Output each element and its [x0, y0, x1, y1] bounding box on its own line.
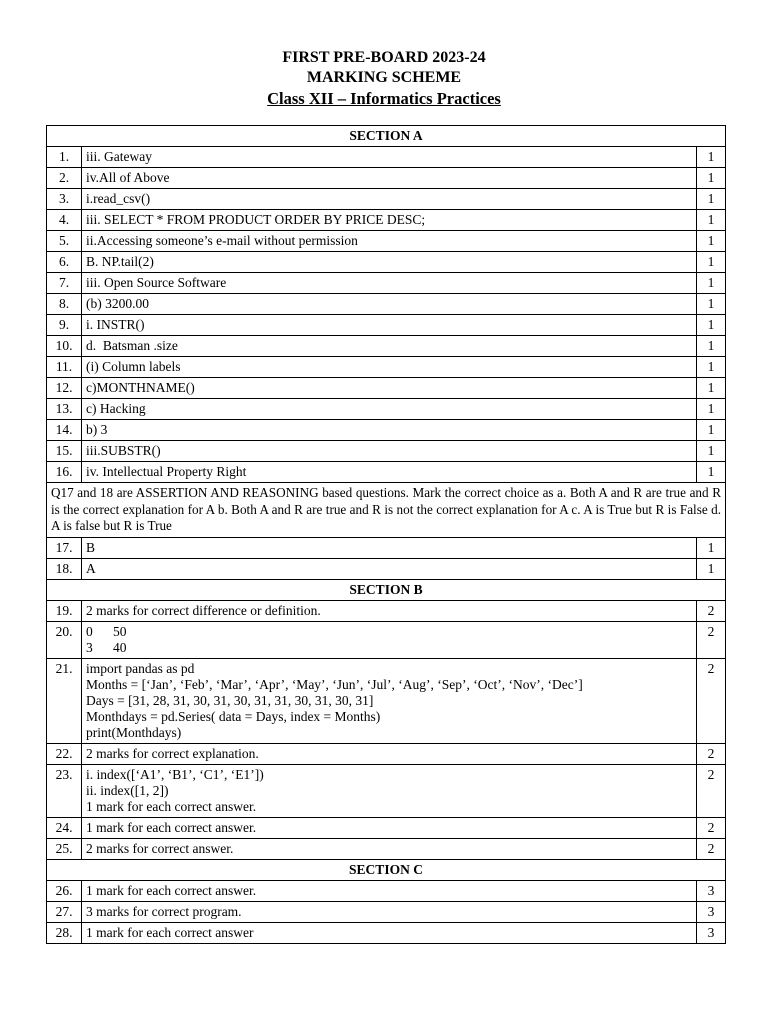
question-number: 18.: [47, 558, 82, 579]
marks-cell: 1: [697, 462, 726, 483]
table-row: [47, 399, 726, 420]
answer-line: 0 50: [86, 623, 127, 639]
answer-cell: [82, 399, 697, 420]
marks-cell: 2: [697, 817, 726, 838]
marks-cell: 1: [697, 558, 726, 579]
section-title: SECTION A: [47, 126, 726, 147]
answer-cell: [82, 537, 697, 558]
answer-line: import pandas as pd: [86, 660, 195, 676]
question-number: 11.: [47, 357, 82, 378]
question-number: 25.: [47, 838, 82, 859]
question-number: 5.: [47, 231, 82, 252]
answer-line: print(Monthdays): [86, 724, 182, 740]
question-number: 28.: [47, 922, 82, 943]
question-number: 15.: [47, 441, 82, 462]
marks-cell: 1: [697, 336, 726, 357]
answer-cell: [82, 231, 697, 252]
question-number: 6.: [47, 252, 82, 273]
answer-cell: [82, 743, 697, 764]
marks-cell: 1: [697, 252, 726, 273]
question-number: 12.: [47, 378, 82, 399]
answer-cell: [82, 441, 697, 462]
answer-cell: [82, 817, 697, 838]
answer-cell: [82, 189, 697, 210]
answer-line: B: [86, 539, 96, 555]
answer-cell: [82, 210, 697, 231]
answer-line: 3 marks for correct program.: [86, 903, 242, 919]
table-row: [47, 817, 726, 838]
question-number: 10.: [47, 336, 82, 357]
answer-line: ii.Accessing someone’s e-mail without permission: [86, 233, 358, 248]
question-number: 26.: [47, 880, 82, 901]
table-row: [47, 621, 726, 658]
marking-scheme-table: [46, 125, 726, 944]
answer-cell: [82, 252, 697, 273]
marks-cell: 1: [697, 441, 726, 462]
section-header-row: [47, 579, 726, 600]
table-row: [47, 764, 726, 817]
instruction-row: [47, 483, 726, 538]
answer-cell: [82, 600, 697, 621]
table-row: [47, 168, 726, 189]
answer-line: (i) Column labels: [86, 359, 181, 374]
question-number: 4.: [47, 210, 82, 231]
question-number: 8.: [47, 294, 82, 315]
answer-line: 3 40: [86, 639, 127, 655]
answer-line: iv. Intellectual Property Right: [86, 464, 247, 479]
table-row: [47, 420, 726, 441]
answer-cell: [82, 315, 697, 336]
table-row: [47, 147, 726, 168]
marks-cell: 1: [697, 231, 726, 252]
marks-cell: 2: [697, 600, 726, 621]
marks-cell: 2: [697, 621, 726, 658]
answer-cell: [82, 922, 697, 943]
marks-cell: 1: [697, 147, 726, 168]
answer-line: (b) 3200.00: [86, 296, 149, 311]
marks-cell: 1: [697, 420, 726, 441]
marks-cell: 2: [697, 838, 726, 859]
answer-line: 2 marks for correct explanation.: [86, 745, 259, 761]
table-row: [47, 252, 726, 273]
answer-line: 1 mark for each correct answer.: [86, 882, 257, 898]
answer-line: 1 mark for each correct answer.: [86, 798, 257, 814]
marks-cell: 1: [697, 168, 726, 189]
marks-cell: 2: [697, 764, 726, 817]
answer-line: B. NP.tail(2): [86, 254, 154, 269]
table-row: [47, 922, 726, 943]
answer-line: iii. SELECT * FROM PRODUCT ORDER BY PRICE DESC;: [86, 212, 426, 227]
answer-line: 2 marks for correct answer.: [86, 840, 234, 856]
marks-cell: 1: [697, 315, 726, 336]
question-number: 7.: [47, 273, 82, 294]
section-header-row: [47, 859, 726, 880]
answer-cell: [82, 901, 697, 922]
answer-cell: [82, 336, 697, 357]
question-number: 27.: [47, 901, 82, 922]
answer-cell: [82, 378, 697, 399]
question-number: 14.: [47, 420, 82, 441]
answer-line: 1 mark for each correct answer.: [86, 819, 257, 835]
marks-cell: 1: [697, 294, 726, 315]
marks-cell: 1: [697, 378, 726, 399]
answer-cell: [82, 273, 697, 294]
answer-cell: [82, 880, 697, 901]
answer-line: iii. Gateway: [86, 149, 152, 164]
answer-line: 1 mark for each correct answer: [86, 924, 254, 940]
question-number: 17.: [47, 537, 82, 558]
answer-cell: [82, 168, 697, 189]
marks-cell: 1: [697, 357, 726, 378]
table-row: [47, 273, 726, 294]
marks-cell: 2: [697, 743, 726, 764]
question-number: 1.: [47, 147, 82, 168]
answer-line: i. INSTR(): [86, 317, 145, 332]
answer-cell: [82, 462, 697, 483]
section-title: SECTION C: [47, 859, 726, 880]
table-row: [47, 537, 726, 558]
answer-line: i. index([‘A1’, ‘B1’, ‘C1’, ‘E1’]): [86, 766, 264, 782]
table-row: [47, 378, 726, 399]
answer-line: c)MONTHNAME(): [86, 380, 195, 395]
marks-cell: 3: [697, 901, 726, 922]
question-number: 21.: [47, 658, 82, 743]
table-row: [47, 189, 726, 210]
table-row: [47, 558, 726, 579]
assertion-reasoning-note: Q17 and 18 are ASSERTION AND REASONING based questions. Mark the correct choice as a. Both A and R are true and R is the correct explanation for A b. Both A and R are true and R is not the correct explanation for A c. A is True but R is False d. A is false but R is True: [47, 483, 726, 538]
answer-line: iv.All of Above: [86, 170, 170, 185]
question-number: 20.: [47, 621, 82, 658]
answer-line: A: [86, 560, 96, 576]
marks-cell: 1: [697, 399, 726, 420]
answer-cell: [82, 621, 697, 658]
table-row: [47, 743, 726, 764]
answer-line: c) Hacking: [86, 401, 146, 416]
answer-line: Monthdays = pd.Series( data = Days, index = Months): [86, 708, 381, 724]
table-row: [47, 441, 726, 462]
table-row: [47, 880, 726, 901]
question-number: 3.: [47, 189, 82, 210]
question-number: 23.: [47, 764, 82, 817]
answer-line: iii.SUBSTR(): [86, 443, 161, 458]
answer-cell: [82, 658, 697, 743]
answer-line: ii. index([1, 2]): [86, 782, 169, 798]
answer-line: b) 3: [86, 422, 108, 437]
question-number: 16.: [47, 462, 82, 483]
table-row: [47, 357, 726, 378]
document-subtitle: MARKING SCHEME: [306, 69, 462, 86]
answer-cell: [82, 357, 697, 378]
answer-line: Months = [‘Jan’, ‘Feb’, ‘Mar’, ‘Apr’, ‘May’, ‘Jun’, ‘Jul’, ‘Aug’, ‘Sep’, ‘Oct’, ‘Nov’, ‘Dec’]: [86, 676, 583, 692]
section-title: SECTION B: [47, 579, 726, 600]
section-header-row: [47, 126, 726, 147]
answer-cell: [82, 558, 697, 579]
question-number: 2.: [47, 168, 82, 189]
answer-line: 2 marks for correct difference or definition.: [86, 602, 321, 618]
answer-cell: [82, 764, 697, 817]
answer-cell: [82, 838, 697, 859]
table-row: [47, 231, 726, 252]
table-row: [47, 600, 726, 621]
marks-cell: 1: [697, 537, 726, 558]
marks-cell: 1: [697, 210, 726, 231]
table-row: [47, 315, 726, 336]
answer-line: Days = [31, 28, 31, 30, 31, 30, 31, 31, 30, 31, 30, 31]: [86, 692, 374, 708]
table-row: [47, 294, 726, 315]
marks-cell: 3: [697, 880, 726, 901]
marks-cell: 2: [697, 658, 726, 743]
table-row: [47, 838, 726, 859]
question-number: 22.: [47, 743, 82, 764]
answer-cell: [82, 147, 697, 168]
question-number: 19.: [47, 600, 82, 621]
table-row: [47, 462, 726, 483]
answer-line: i.read_csv(): [86, 191, 151, 206]
exam-title: FIRST PRE-BOARD 2023-24: [282, 49, 486, 66]
table-row: [47, 901, 726, 922]
table-row: [47, 210, 726, 231]
answer-line: iii. Open Source Software: [86, 275, 227, 290]
question-number: 9.: [47, 315, 82, 336]
marks-cell: 1: [697, 273, 726, 294]
answer-cell: [82, 420, 697, 441]
question-number: 24.: [47, 817, 82, 838]
answer-cell: [82, 294, 697, 315]
table-row: [47, 658, 726, 743]
marks-cell: 1: [697, 189, 726, 210]
question-number: 13.: [47, 399, 82, 420]
table-row: [47, 336, 726, 357]
answer-line: d. Batsman .size: [86, 338, 178, 353]
marks-cell: 3: [697, 922, 726, 943]
class-subject-title: Class XII – Informatics Practices: [267, 89, 501, 108]
